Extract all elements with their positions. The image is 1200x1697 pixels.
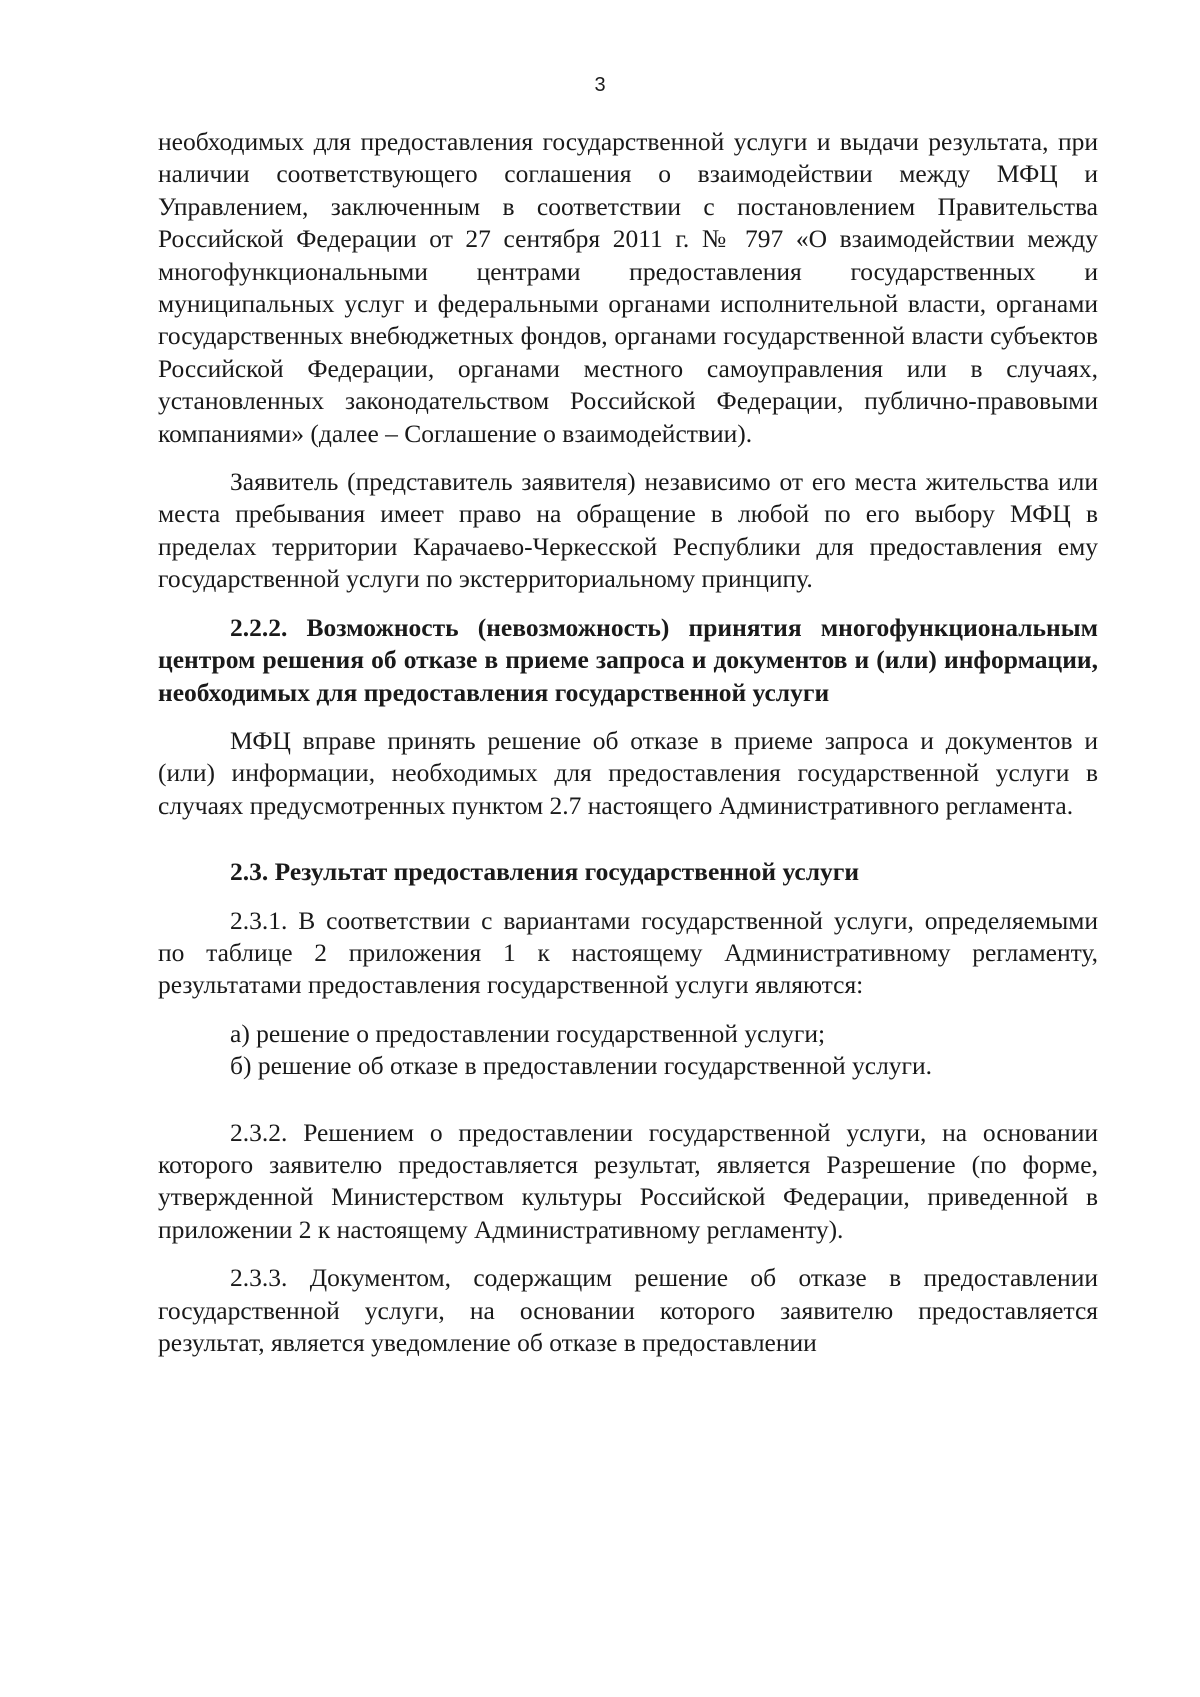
heading-2-2-2: 2.2.2. Возможность (невозможность) принятия многофункциональным центром решения об отказе в приеме запроса и документов и (или) информации, необходимых для предоставления государственной услуги <box>158 612 1098 707</box>
list-item-a: а) решение о предоставлении государственной услуги; <box>230 1018 826 1048</box>
list-item-b: б) решение об отказе в предоставлении государственной услуги. <box>230 1051 933 1081</box>
page-number: 3 <box>594 74 606 96</box>
paragraph-2-3-2: 2.3.2. Решением о предоставлении государственной услуги, на основании которого заявителю предоставляется результат, является Разрешение (по форме, утвержденной Министерством культуры Российской Федерации, приведенной в приложении 2 к настоящему Административному регламенту). <box>158 1117 1098 1244</box>
paragraph-2-3-1: 2.3.1. В соответствии с вариантами государственной услуги, определяемыми по таблице 2 приложения 1 к настоящему Административному регламенту, результатами предоставления государственной услуги являются: <box>158 905 1098 1000</box>
document-body <box>158 126 1098 1359</box>
paragraph-agreement: необходимых для предоставления государственной услуги и выдачи результата, при наличии соответствующего соглашения о взаимодействии между МФЦ и Управлением, заключенным в соответствии с постановлением Правительства Российской Федерации от 27 сентября 2011 г. № 797 «О взаимодействии между многофункциональными центрами предоставления государственных и муниципальных услуг и федеральными органами исполнительной власти, органами государственных внебюджетных фондов, органами государственной власти субъектов Российской Федерации, органами местного самоуправления или в случаях, установленных законодательством Российской Федерации, публично-правовыми компаниями» (далее – Соглашение о взаимодействии). <box>158 127 1098 448</box>
paragraph-mfc-refusal: МФЦ вправе принять решение об отказе в приеме запроса и документов и (или) информации, необходимых для предоставления государственной услуги в случаях предусмотренных пунктом 2.7 настоящего Административного регламента. <box>158 725 1098 820</box>
paragraph-2-3-3: 2.3.3. Документом, содержащим решение об отказе в предоставлении государственной услуги, на основании которого заявителю предоставляется результат, является уведомление об отказе в предоставлении <box>158 1263 1098 1357</box>
paragraph-applicant: Заявитель (представитель заявителя) независимо от его места жительства или места пребывания имеет право на обращение в любой по его выбору МФЦ в пределах территории Карачаево-Черкесской Республики для предоставления ему государственной услуги по экстерриториальному принципу. <box>158 467 1098 594</box>
heading-2-3: 2.3. Результат предоставления государственной услуги <box>230 857 860 887</box>
